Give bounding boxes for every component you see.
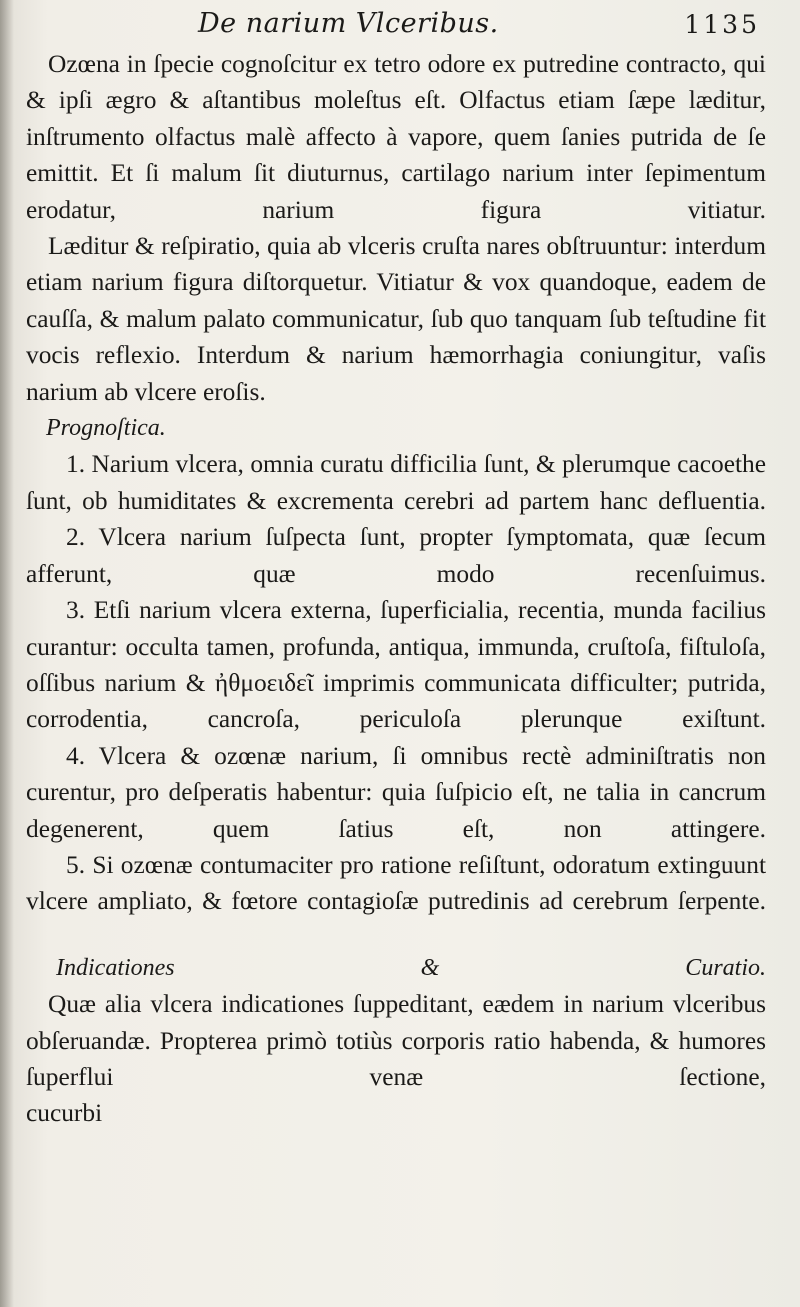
item-number: 2. bbox=[66, 523, 86, 552]
item-number: 1. bbox=[66, 450, 86, 479]
item-number: 3. bbox=[66, 596, 86, 625]
item-number: 4. bbox=[66, 741, 86, 770]
item-text: Vlcera narium ſuſpecta ſunt, propter ſymptomata, quæ ſecum afferunt, quæ modo recenſuimus. bbox=[26, 523, 767, 588]
running-title: De narium Vlceribus. bbox=[198, 8, 499, 39]
paragraph-laeditur: Læditur & reſpiratio, quia ab vlceris cruſta nares obſtruuntur: interdum etiam narium figura diſtorquetur. Vitiatur & vox quandoque, eadem de cauſſa, & malum palato communicatur, ſub quo tanquam ſub teſtudine fit vocis reflexio. Interdum & narium hæmorrhagia coniungitur, vaſis narium ab vlcere eroſis. bbox=[26, 232, 766, 406]
prognostica-item-5 bbox=[26, 847, 766, 920]
running-head bbox=[26, 8, 766, 46]
prognostica-item-4 bbox=[26, 738, 766, 847]
prognostica-item-3 bbox=[26, 592, 766, 738]
item-number: 5. bbox=[66, 850, 86, 879]
item-text: Vlcera & ozœnæ narium, ſi omnibus rectè adminiſtratis non curentur, pro deſperatis habentur: quia ſuſpicio eſt, ne talia in cancrum degenerent, quem ſatius eſt, non attingere. bbox=[26, 741, 766, 843]
item-text: Etſi narium vlcera externa, ſuperficialia, recentia, munda facilius curantur: occulta tamen, profunda, antiqua, immunda, cruſtoſa, fiſtuloſa, oſſibus narium & ἠθμοειδεῖ imprimis communicata difficulter; putrida, corrodentia, cancroſa, periculoſa plerunque exiſtunt. bbox=[26, 596, 766, 734]
heading-curatio: Indicationes & Curatio. bbox=[56, 954, 766, 981]
page-body bbox=[26, 46, 766, 1132]
item-text: Si ozœnæ contumaciter pro ratione reſiſtunt, odoratum extinguunt vlcere ampliato, & fœtore contagioſæ putredinis ad cerebrum ſerpente. bbox=[26, 850, 766, 916]
item-text: Narium vlcera, omnia curatu difficilia ſunt, & plerumque cacoethe ſunt, ob humiditates & excrementa cerebri ad partem hanc defluentia. bbox=[26, 450, 766, 515]
heading-prognostica: Prognoſtica. bbox=[46, 415, 166, 442]
prognostica-item-1 bbox=[26, 446, 766, 519]
page-number: 1135 bbox=[684, 10, 760, 39]
paragraph-curatio: Quæ alia vlcera indicationes ſuppeditant, eædem in narium vlceribus obſeruandæ. Propterea primò totiùs corporis ratio habenda, & humores ſuperflui venæ ſectione, bbox=[26, 990, 766, 1091]
prognostica-item-2 bbox=[26, 519, 766, 592]
paragraph-ozoena: Ozœna in ſpecie cognoſcitur ex tetro odore ex putredine contracto, qui & ipſi ægro & aſtantibus moleſtus eſt. Olfactus etiam ſæpe læditur, inſtrumento olfactus malè affecto à vapore, quem ſanies putrida de ſe emittit. Et ſi malum ſit diuturnus, cartilago narium inter ſepimentum erodatur, narium figura vitiatur. bbox=[26, 50, 766, 224]
catchword: cucurbi bbox=[26, 1099, 103, 1128]
binding-shadow bbox=[0, 0, 14, 1307]
